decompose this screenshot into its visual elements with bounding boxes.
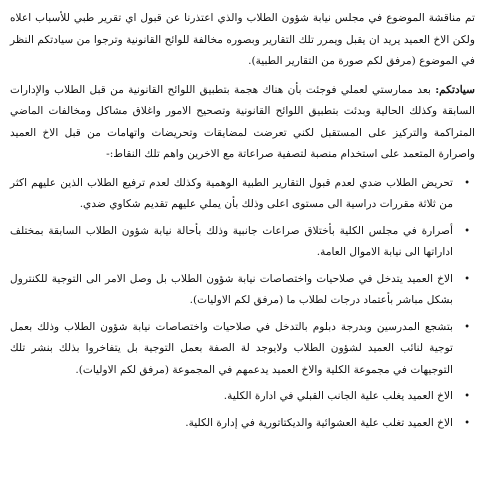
bullet-icon: •: [464, 225, 470, 237]
point-item: [10, 317, 475, 382]
point-text: تحريض الطلاب ضدي لعدم قبول التقارير الطبية الوهمية وكذلك لعدم ترفيع الطلاب الذين عليهم اكثر من ثلاثة مقررات دراسية الى مستوى اعلى وذلك بأن يملي عليهم تقديم شكاوي ضدي.: [10, 176, 453, 210]
point-text: أصرارة في مجلس الكلية بأختلاق صراعات جانبية وذلك بأحالة نيابة شؤون الطلاب السابقة بمختلف اداراتها الى نيابة الاموال العامة.: [10, 224, 453, 258]
point-item: [10, 386, 475, 408]
bullet-icon: •: [464, 177, 470, 189]
points-list: [10, 173, 475, 435]
bullet-icon: •: [464, 391, 470, 402]
point-item: [10, 221, 475, 264]
point-item: [10, 173, 475, 216]
bullet-icon: •: [464, 417, 470, 429]
bullet-icon: •: [464, 321, 470, 333]
point-text: الاخ العميد تغلب علية العشوائية والديكتاتورية في إدارة الكلية.: [185, 416, 453, 429]
point-text: الاخ العميد يغلب علية الجانب القبلي في ادارة الكلية.: [223, 390, 453, 402]
point-item: [10, 413, 475, 435]
point-text: بتشجع المدرسين وبدرجة دبلوم بالتدخل في صلاحيات واختصاصات نيابة شؤون الطلاب وذلك بعمل توجية لنائب العميد لشؤون الطلاب ولايوجد لة الصفة بعمل التوجية بل يتفاخروا بذلك بنشر تلك التوجيهات في مجموعة الكلية والاخ العميد يدعمهم في المجموعة (مرفق لكم الاوليات).: [10, 320, 453, 376]
intro-paragraph: تم مناقشة الموضوع في مجلس نيابة شؤون الطلاب والذي اعتذرنا عن قبول اي تقرير طبي للأسباب اعلاه ولكن الاخ العميد يريد ان يقبل ويمرر تلك التقارير وبصوره مخالفة للوائح القانونية وترجوا من سيادتكم النظر في الموضوع (مرفق لكم صورة من التقارير الطبية).: [10, 12, 475, 67]
address-text: بعد ممارستي لعملي فوجئت بأن هناك هجمة بتطبيق اللوائح القانونية من قبل الطلاب والإدارات السابقة وكذلك الحالية وبدئت بتطبيق اللوائح القانونية وتصحيح الامور واغلاق مشاكل ومخالفات الماضي المتراكمة والتركيز على المستقبل لكني تعرضت لمضايقات وتحريضات واتهامات من قبل الاخ العميد واصرارة المتعمد على استخدام منصبة لتصفية صراعاتة مع الاخرين واهم تلك النقاط:-: [10, 83, 475, 160]
point-text: الاخ العميد يتدخل في صلاحيات واختصاصات نيابة شؤون الطلاب بل وصل الامر الى التوجية للكنترول بشكل مباشر بأعتماد درجات لطلاب ما (مرفق لكم الاوليات).: [10, 272, 453, 306]
bullet-icon: •: [464, 273, 470, 285]
address-lead: سيادتكم:: [435, 83, 475, 96]
point-item: [10, 269, 475, 312]
address-paragraph: [10, 80, 475, 166]
